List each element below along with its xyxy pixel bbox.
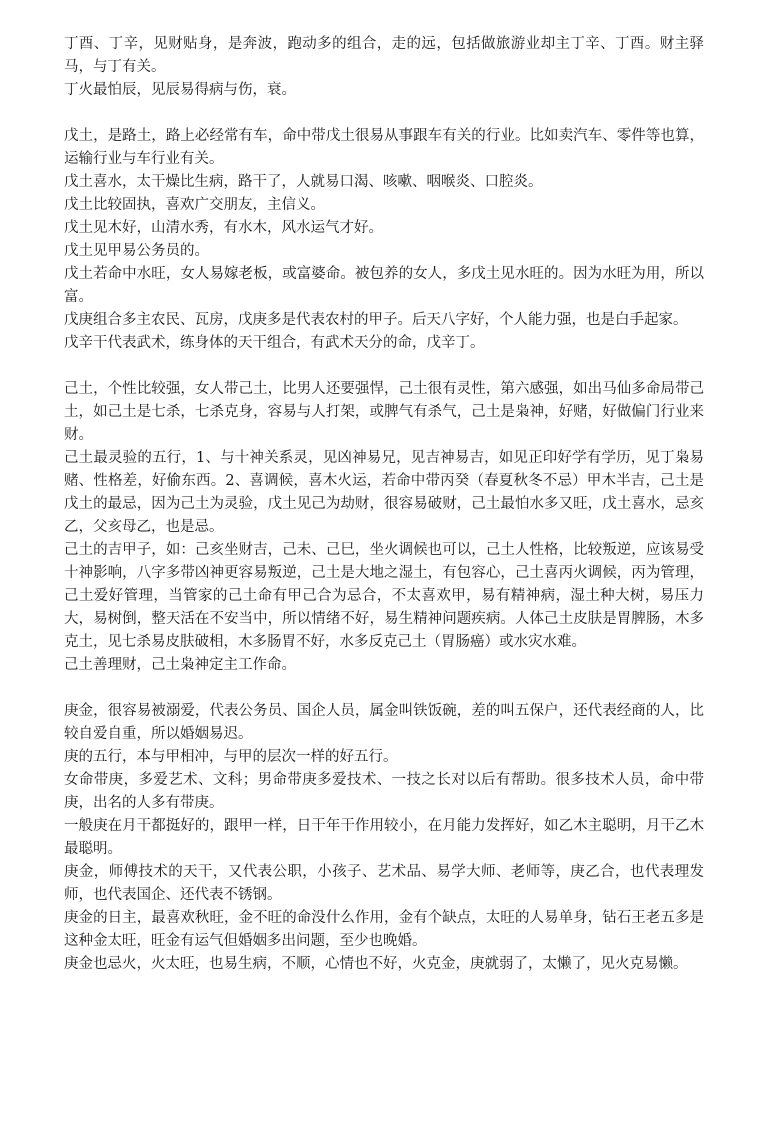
- paragraph-ji-earth-auspicious: 己土的吉甲子，如：己亥坐财吉，己未、己巳，坐火调候也可以，己土人性格，比较叛逆，应该易受十神影响，八字多带凶神更容易叛逆，己土是大地之湿土，有包容心，己土喜丙火调候，丙为管理，己土爱好管理，当管家的己土命有甲己合为忌合，不太喜欢甲，易有精神病，湿土种大树，易压力大，易树倒，整天活在不安当中，所以情绪不好，易生精神问题疾病。人体己土皮肤是胃脾肠，木多克土，见七杀易皮肤破相，木多肠胃不好，水多反克己土（胃肠癌）或水灾水难。: [64, 542, 704, 650]
- paragraph-ji-earth-effective: 己土最灵验的五行，1、与十神关系灵，见凶神易兄，见吉神易吉，如见正印好学有学历，见丁枭易赌、性格差，好偷东西。2、喜调候，喜木火运，若命中带丙癸（春夏秋冬不忌）甲木半吉，己土是戊土的最忌，因为己土为灵验，戊土见己为劫财，很容易破财，己土最怕水多又旺，戊土喜水，忌亥乙，父亥母乙，也是忌。: [64, 450, 704, 535]
- paragraph-ji-earth-finance: 己土善理财，己土枭神定主工作命。: [64, 657, 296, 673]
- paragraph-wu-geng: 戊庚组合多主农民、瓦房，戊庚多是代表农村的甲子。后天八字好，个人能力强，也是白手起家。: [64, 312, 688, 328]
- paragraph-geng-female-male: 女命带庚，多爱艺术、文科；男命带庚多爱技术、一技之长对以后有帮助。很多技术人员，命中带庚，出名的人多有带庚。: [64, 772, 704, 811]
- paragraph-geng-fire: 庚金也忌火，火太旺，也易生病，不顺，心情也不好，火克金，庚就弱了，太懒了，见火克易懒。: [64, 956, 688, 972]
- paragraph-geng-metal-doted: 庚金，很容易被溺爱，代表公务员、国企人员，属金叫铁饭碗，差的叫五保户，还代表经商的人，比较自爱自重，所以婚姻易迟。: [64, 703, 704, 742]
- paragraph-wu-earth-road: 戊土，是路土，路上必经常有车，命中带戊土很易从事跟车有关的行业。比如卖汽车、零件等也算，运输行业与车行业有关。: [64, 128, 704, 167]
- paragraph-wu-xin: 戊辛干代表武术，练身体的天干组合，有武术天分的命，戊辛丁。: [64, 335, 485, 351]
- paragraph-gap: [64, 102, 704, 125]
- paragraph-gap: [64, 677, 704, 700]
- paragraph-ding-fire-chen: 丁火最怕辰，见辰易得病与伤，衰。: [64, 82, 296, 98]
- paragraph-wu-earth-water: 戊土喜水，太干燥比生病，路干了，人就易口渴、咳嗽、咽喉炎、口腔炎。: [64, 174, 543, 190]
- paragraph-wu-earth-jia: 戊土见甲易公务员的。: [64, 243, 209, 259]
- paragraph-wu-earth-stubborn: 戊土比较固执，喜欢广交朋友，主信义。: [64, 197, 325, 213]
- paragraph-gap: [64, 355, 704, 378]
- paragraph-wu-earth-wood: 戊土见木好，山清水秀，有水木，风水运气才好。: [64, 220, 383, 236]
- document-page: [64, 0, 704, 976]
- paragraph-geng-master: 庚金，师傅技术的天干，又代表公职，小孩子、艺术品、易学大师、老师等，庚乙合，也代表理发师，也代表国企、还代表不锈钢。: [64, 864, 704, 903]
- paragraph-wu-earth-water-rich: 戊土若命中水旺，女人易嫁老板，或富婆命。被包养的女人，多戊土见水旺的。因为水旺为用，所以富。: [64, 266, 704, 305]
- paragraph-geng-month-stem: 一般庚在月干都挺好的，跟甲一样，日干年干作用较小，在月能力发挥好，如乙木主聪明，月干乙木最聪明。: [64, 818, 704, 857]
- paragraph-ji-earth-personality: 己土，个性比较强，女人带己土，比男人还要强悍，己土很有灵性，第六感强，如出马仙多命局带己土，如己土是七杀，七杀克身，容易与人打架，或脾气有杀气，己土是枭神，好赌，好做偏门行业来财。: [64, 381, 704, 443]
- paragraph-geng-five-elements: 庚的五行，本与甲相冲，与甲的层次一样的好五行。: [64, 749, 398, 765]
- paragraph-ding-you-xin: 丁酉、丁辛，见财贴身，是奔波，跑动多的组合，走的远，包括做旅游业却主丁辛、丁酉。财主驿马，与丁有关。: [64, 36, 704, 75]
- paragraph-geng-day-master: 庚金的日主，最喜欢秋旺，金不旺的命没什么作用，金有个缺点，太旺的人易单身，钻石王老五多是这种金太旺，旺金有运气但婚姻多出问题，至少也晚婚。: [64, 910, 704, 949]
